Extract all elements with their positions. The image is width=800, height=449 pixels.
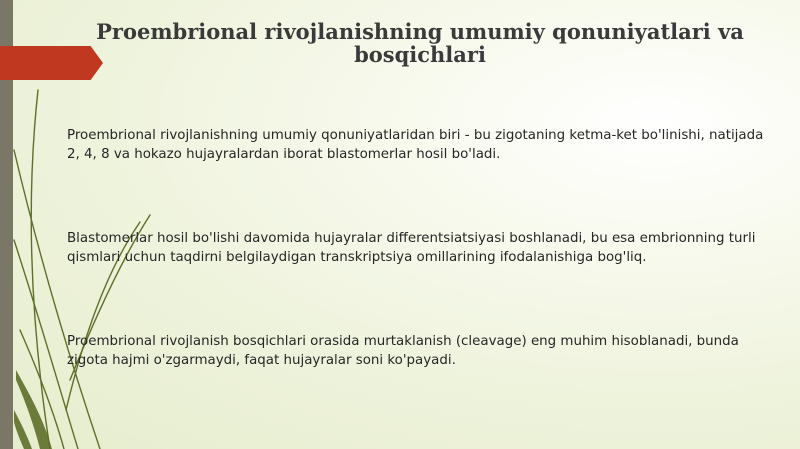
paragraph-1: Proembrional rivojlanishning umumiy qonuniyatlaridan biri - bu zigotaning ketma-ket bo'linishi, natijada 2, 4, 8 va hokazo hujayralardan iborat blastomerlar hosil bo'ladi.	[67, 128, 764, 162]
paragraph-2: Blastomerlar hosil bo'lishi davomida hujayralar differentsiatsiyasi boshlanadi, bu esa embrionning turli qismlari uchun taqdirni belgilaydigan transkriptsiya omillarining ifodalanishiga bog'liq.	[67, 231, 756, 265]
paragraph-3: Proembrional rivojlanish bosqichlari orasida murtaklanish (cleavage) eng muhim hisoblanadi, bunda zigota hajmi o'zgarmaydi, faqat hujayralar soni ko'payadi.	[67, 334, 739, 368]
slide-title: Proembrional rivojlanishning umumiy qonuniyatlari va bosqichlari	[96, 19, 744, 67]
